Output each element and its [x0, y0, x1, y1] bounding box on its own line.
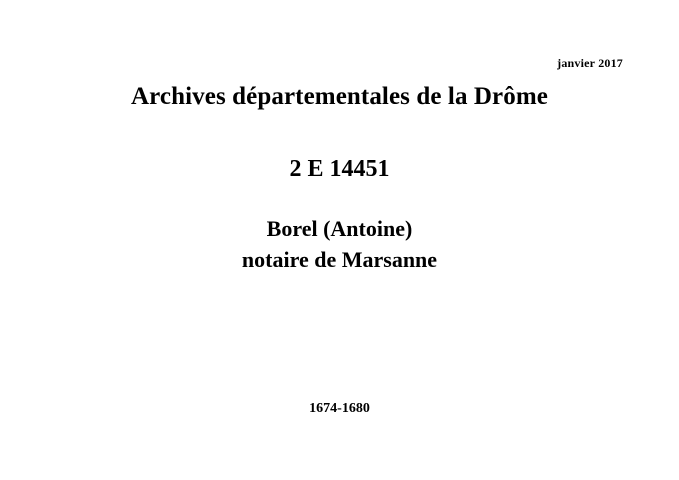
reference-code: 2 E 14451: [289, 156, 390, 182]
subject-block: [0, 213, 679, 275]
subject-name: Borel (Antoine): [266, 216, 413, 241]
issue-date: janvier 2017: [557, 56, 623, 70]
institution-title: Archives départementales de la Drôme: [131, 83, 548, 110]
subject-role: notaire de Marsanne: [241, 247, 438, 272]
date-range: 1674-1680: [309, 401, 370, 416]
